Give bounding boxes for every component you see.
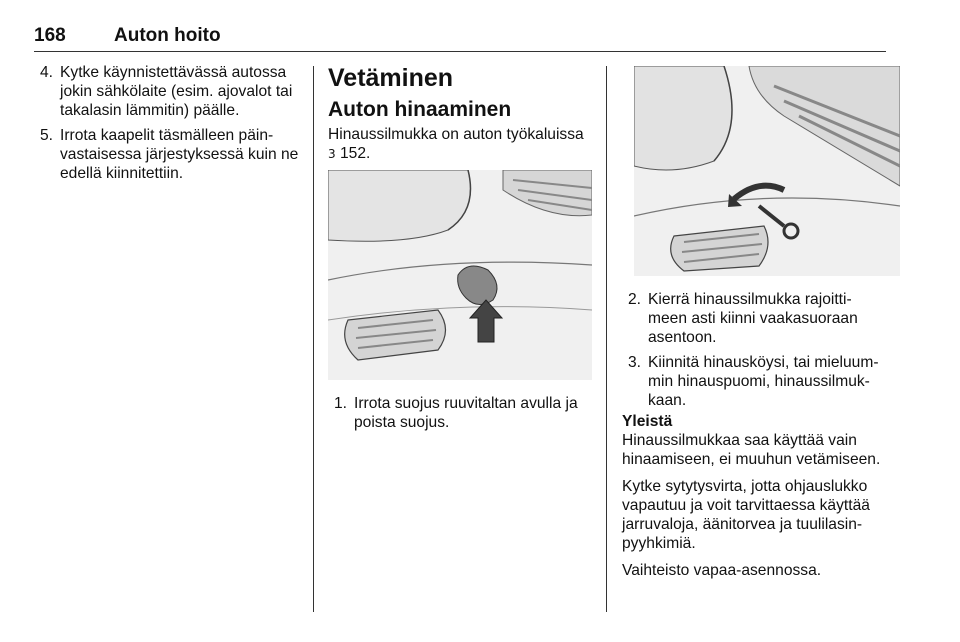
list-item bbox=[622, 353, 890, 410]
towing-eye-illustration bbox=[634, 66, 900, 276]
list-item bbox=[34, 63, 304, 120]
list-number: 1. bbox=[334, 395, 348, 412]
list-item bbox=[34, 126, 304, 183]
list-item bbox=[328, 394, 594, 432]
paragraph: Kytke sytytysvirta, jotta ohjauslukko vapautuu ja voit tarvittaessa käyttää jarruvaloja, äänitorvea ja tuulilasin-pyyhkimiä. bbox=[622, 478, 870, 552]
cross-reference-page: 152. bbox=[339, 145, 371, 162]
list-text: Irrota kaapelit täsmälleen päin-vastaisessa järjestyksessä kuin ne edellä kiinnitettiin. bbox=[60, 127, 299, 182]
list-text: Kierrä hinaussilmukka rajoitti-meen asti kiinni vaakasuoraan asentoon. bbox=[648, 291, 858, 346]
list-item bbox=[622, 290, 890, 347]
column-1 bbox=[34, 63, 304, 189]
cross-reference-icon: 3 bbox=[328, 147, 336, 161]
paragraph: Hinaussilmukkaa saa käyttää vain hinaamiseen, ei muuhun vetämiseen. bbox=[622, 432, 881, 468]
column-2 bbox=[328, 63, 594, 438]
column-divider-1 bbox=[313, 66, 314, 612]
cover-removal-illustration bbox=[328, 170, 592, 380]
list-number: 4. bbox=[40, 64, 54, 81]
subsection-heading: Yleistä bbox=[622, 413, 673, 430]
list-number: 2. bbox=[628, 291, 642, 308]
list-number: 3. bbox=[628, 354, 642, 371]
list-text: Kiinnitä hinausköysi, tai mieluum-min hinauspuomi, hinaussilmuk-kaan. bbox=[648, 354, 879, 409]
intro-text: Hinaussilmukka on auton työkaluissa bbox=[328, 126, 584, 143]
list-text: Kytke käynnistettävässä autossa jokin sähkölaite (esim. ajovalot tai takalasin lämmitin) päälle. bbox=[60, 64, 293, 119]
intro-paragraph bbox=[328, 125, 594, 164]
section-heading: Vetäminen bbox=[328, 64, 454, 92]
paragraph: Vaihteisto vapaa-asennossa. bbox=[622, 562, 822, 579]
column-3 bbox=[622, 63, 890, 588]
subsection-heading: Auton hinaaminen bbox=[328, 98, 512, 121]
column-divider-2 bbox=[606, 66, 607, 612]
chapter-title: Auton hoito bbox=[114, 25, 221, 46]
page-number: 168 bbox=[34, 25, 66, 46]
page-header bbox=[34, 25, 886, 52]
list-text: Irrota suojus ruuvitaltan avulla ja poista suojus. bbox=[354, 395, 578, 431]
list-number: 5. bbox=[40, 127, 54, 144]
